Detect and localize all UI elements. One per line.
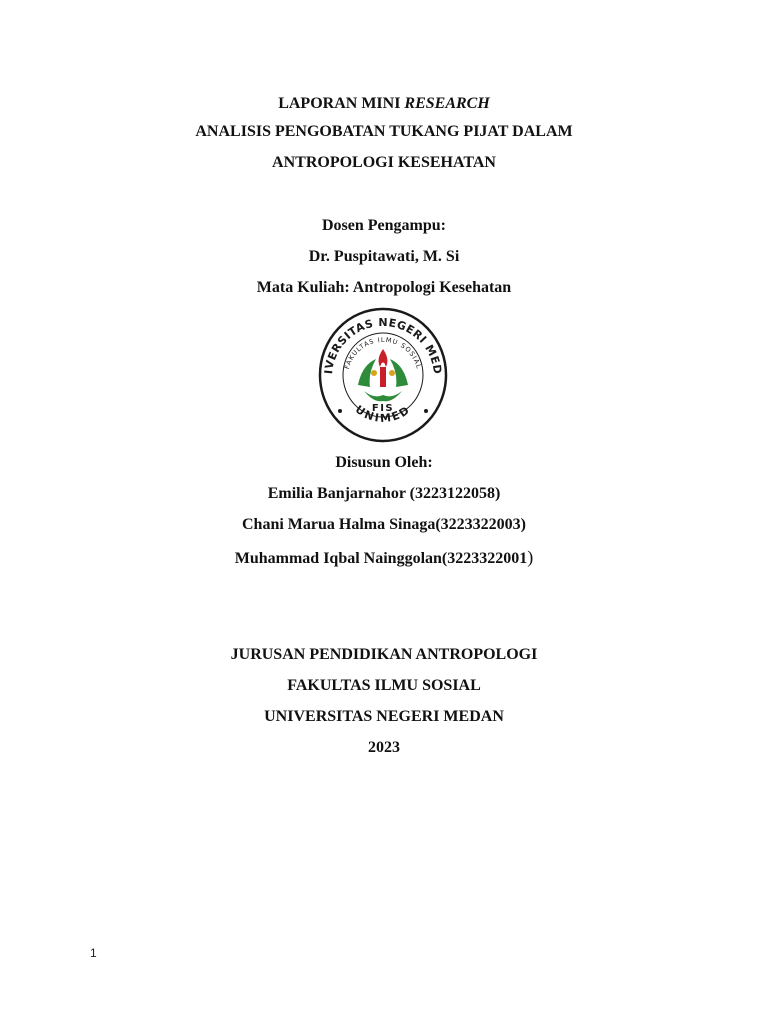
university: UNIVERSITAS NEGERI MEDAN [264,708,504,725]
left-gold-dot-icon [371,370,377,376]
unimed-seal-icon [318,307,448,443]
course-name: Mata Kuliah: Antropologi Kesehatan [256,279,512,296]
author-2: Chani Marua Halma Sinaga(3223322003) [241,516,526,533]
lecturer-label: Dosen Pengampu: [321,217,446,234]
seal-right-dot-icon [424,409,428,413]
title-prefix: LAPORAN MINI [278,95,405,112]
title-line-2: ANALISIS PENGOBATAN TUKANG PIJAT DALAM [195,123,573,140]
university-logo [318,307,448,443]
authors-label: Disusun Oleh: [335,454,433,471]
seal-top-text: IVERSITAS NEGERI MED [322,315,445,376]
title-line-1 [0,94,768,114]
title-italic-word: RESEARCH [404,95,490,112]
author-3-text: Muhammad Iqbal Nainggolan(3223322001 [234,550,528,567]
title-line-3: ANTROPOLOGI KESEHATAN [272,154,496,171]
page-number: 1 [90,946,97,960]
year: 2023 [368,739,400,756]
author-3 [0,547,768,569]
right-gold-dot-icon [389,370,395,376]
author-3-closing-paren: ) [527,547,534,567]
torch-stem-icon [380,367,386,387]
seal-inner-text: FAKULTAS ILMU SOSIAL [342,335,424,371]
department: JURUSAN PENDIDIKAN ANTROPOLOGI [230,646,538,663]
faculty: FAKULTAS ILMU SOSIAL [287,677,481,694]
seal-bottom-text: UNIMED [352,402,414,426]
seal-fis-text: FIS [371,403,395,414]
lecturer-name: Dr. Puspitawati, M. Si [308,248,460,265]
author-1: Emilia Banjarnahor (3223122058) [267,485,501,502]
seal-left-dot-icon [338,409,342,413]
